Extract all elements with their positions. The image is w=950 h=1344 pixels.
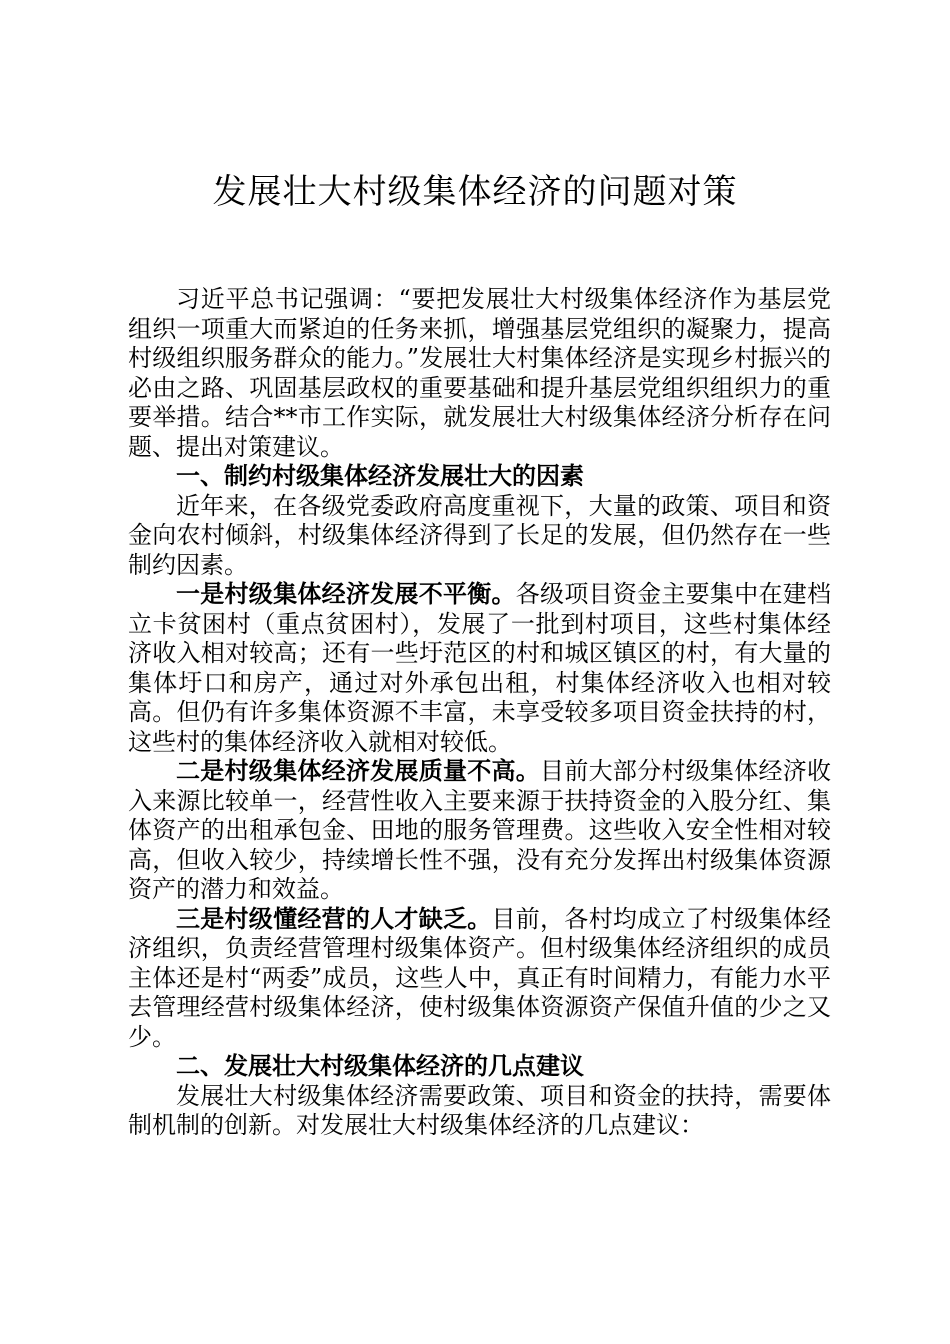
section-2-intro: 发展壮大村级集体经济需要政策、项目和资金的扶持，需要体制机制的创新。对发展壮大村级集体经济的几点建议： bbox=[128, 1081, 831, 1139]
point-3-text: 目前，各村均成立了村级集体经济组织，负责经营管理村级集体资产。但村级集体经济组织的成员主体还是村“两委”成员，这些人中，真正有时间精力，有能力水平去管理经营村级集体经济，使村级集体资源资产保值升值的少之又少。 bbox=[128, 904, 831, 1051]
document-body bbox=[128, 285, 831, 1141]
document-title: 发展壮大村级集体经济的问题对策 bbox=[212, 172, 738, 212]
section-1-point-1 bbox=[128, 580, 831, 757]
section-1-point-3 bbox=[128, 905, 831, 1053]
section-2-heading: 二、发展壮大村级集体经济的几点建议 bbox=[176, 1052, 584, 1080]
section-1-point-2 bbox=[128, 757, 831, 905]
section-1-heading: 一、制约村级集体经济发展壮大的因素 bbox=[176, 462, 584, 490]
point-2-text: 目前大部分村级集体经济收入来源比较单一，经营性收入主要来源于扶持资金的入股分红、集体资产的出租承包金、田地的服务管理费。这些收入安全性相对较高，但收入较少，持续增长性不强，没有充分发挥出村级集体资源资产的潜力和效益。 bbox=[128, 757, 832, 903]
section-1-intro: 近年来，在各级党委政府高度重视下，大量的政策、项目和资金向农村倾斜，村级集体经济得到了长足的发展，但仍然存在一些制约因素。 bbox=[128, 491, 831, 579]
point-3-lead: 三是村级懂经营的人才缺乏。 bbox=[176, 904, 492, 933]
intro-paragraph: 习近平总书记强调：“要把发展壮大村级集体经济作为基层党组织一项重大而紧迫的任务来抓，增强基层党组织的凝聚力，提高村级组织服务群众的能力。”发展壮大村集体经济是实现乡村振兴的必由之路、巩固基层政权的重要基础和提升基层党组织组织力的重要举措。结合**市工作实际，就发展壮大村级集体经济分析存在问题、提出对策建议。 bbox=[128, 285, 831, 461]
point-2-lead: 二是村级集体经济发展质量不高。 bbox=[176, 757, 541, 785]
point-1-lead: 一是村级集体经济发展不平衡。 bbox=[176, 580, 516, 608]
point-1-text: 各级项目资金主要集中在建档立卡贫困村（重点贫困村），发展了一批到村项目，这些村集体经济收入相对较高；还有一些圩范区的村和城区镇区的村，有大量的集体圩口和房产，通过对外承包出租，村集体经济收入也相对较高。但仍有许多集体资源不丰富，未享受较多项目资金扶持的村，这些村的集体经济收入就相对较低。 bbox=[128, 580, 832, 756]
